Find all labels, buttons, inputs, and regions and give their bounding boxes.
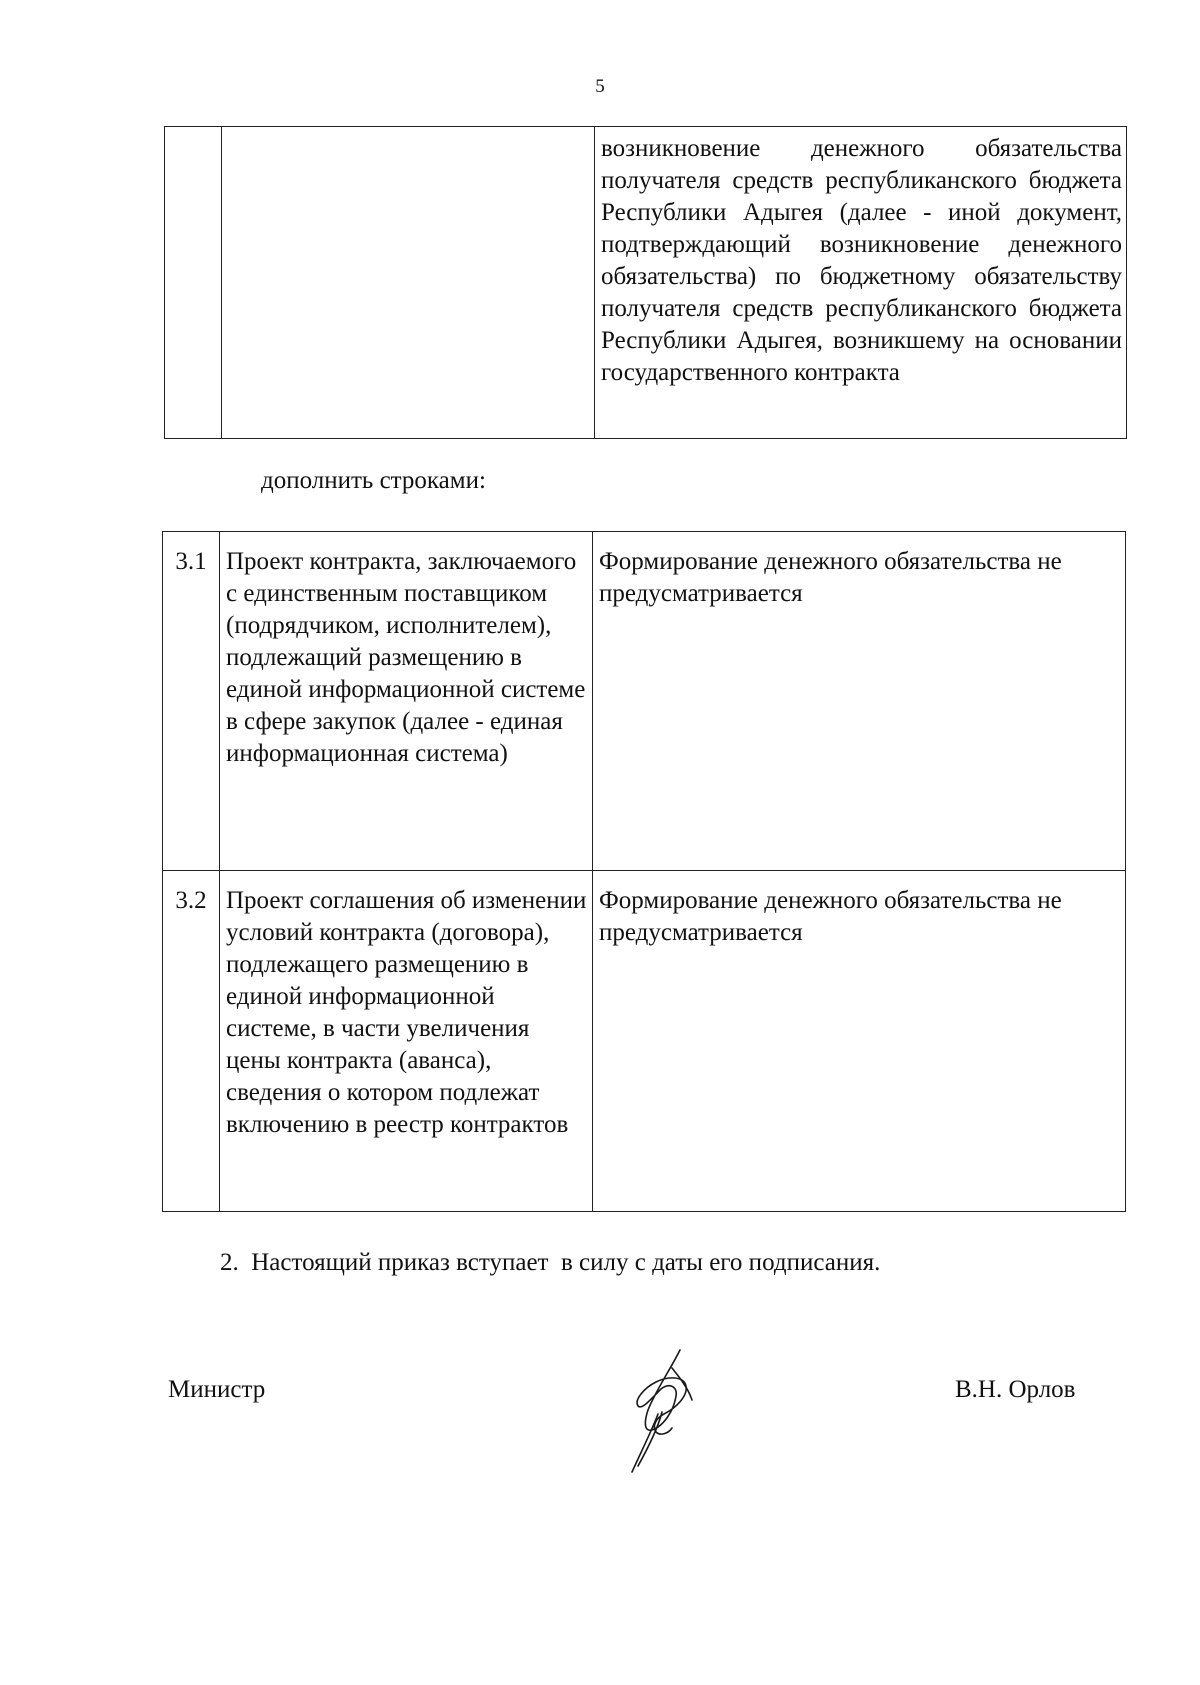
effective-date-clause: 2. Настоящий приказ вступает в силу с даты его подписания. <box>220 1249 881 1276</box>
continuation-table <box>164 126 1127 439</box>
signer-name: В.Н. Орлов <box>955 1376 1076 1403</box>
obligation-cell: Формирование денежного обязательства не предусматривается <box>593 532 1126 871</box>
handwritten-signature <box>618 1348 708 1473</box>
page-number: 5 <box>595 76 605 97</box>
obligation-cell: Формирование денежного обязательства не предусматривается <box>593 871 1126 1212</box>
row-number-cell: 3.1 <box>163 532 220 871</box>
table-row <box>163 871 1126 1212</box>
signer-position: Министр <box>168 1376 266 1403</box>
document-cell: Проект контракта, заключаемого с единственным поставщиком (подрядчиком, исполнителем), подлежащий размещению в единой информационной системе в сфере закупок (далее - единая информационная система) <box>220 532 593 871</box>
document-cell <box>222 127 595 439</box>
table-row <box>165 127 1127 439</box>
table-row <box>163 532 1126 871</box>
row-number-cell <box>165 127 222 439</box>
document-cell: Проект соглашения об изменении условий контракта (договора), подлежащего размещению в единой информационной системе, в части увеличения цены контракта (аванса), сведения о котором подлежат включению в реестр контрактов <box>220 871 593 1212</box>
row-number-cell: 3.2 <box>163 871 220 1212</box>
addition-label: дополнить строками: <box>261 467 486 494</box>
obligation-cell: возникновение денежного обязательства получателя средств республиканского бюджета Республики Адыгея (далее - иной документ, подтверждающий возникновение денежного обязательства) по бюджетному обязательству получателя средств республиканского бюджета Республики Адыгея, возникшему на основании государственного контракта <box>595 127 1127 439</box>
new-rows-table <box>162 531 1126 1212</box>
